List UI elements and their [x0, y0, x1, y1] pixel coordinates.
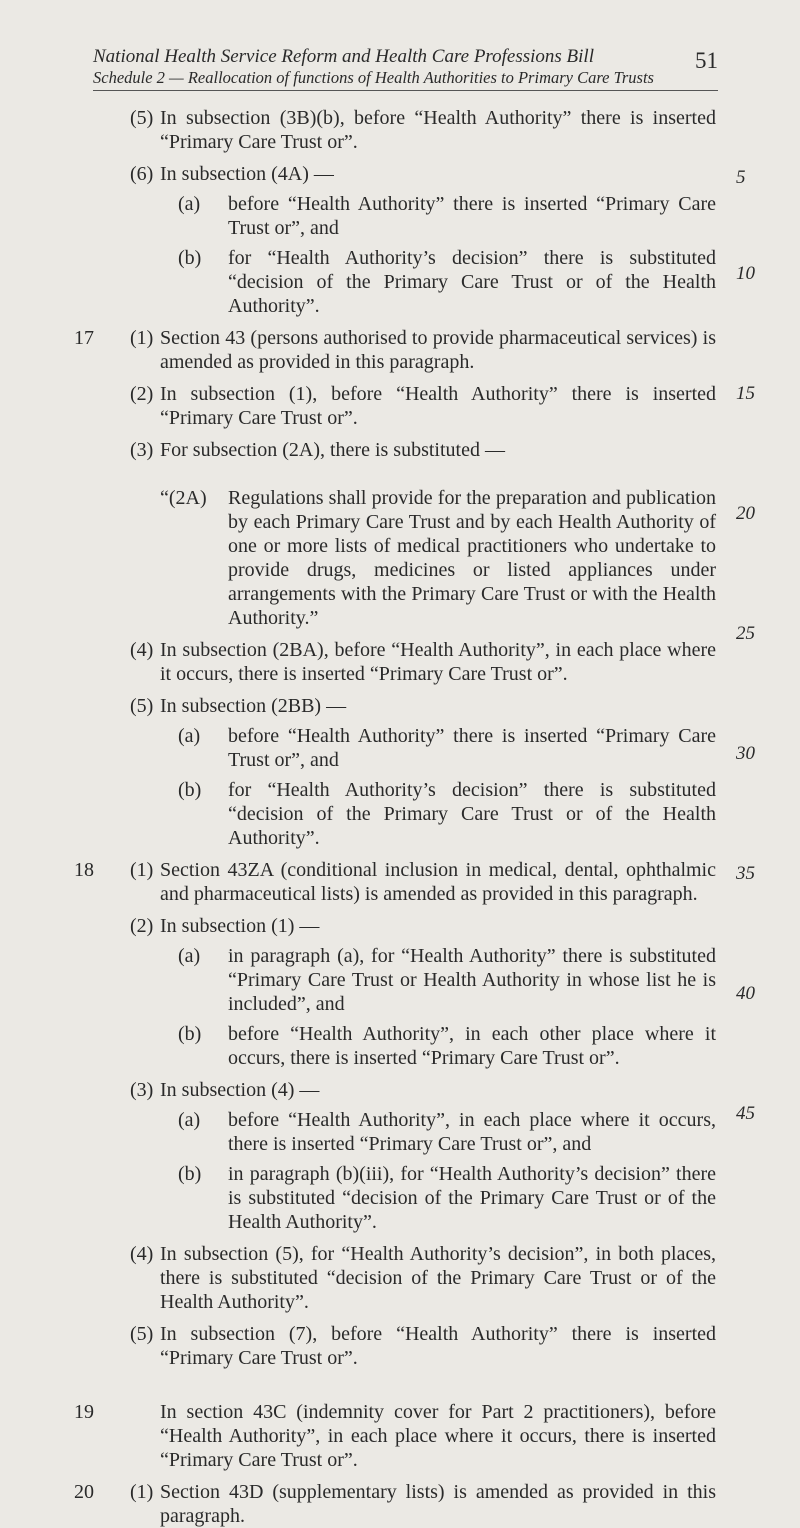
subsection-text: In subsection (2BA), before “Health Authority”, in each place where it occurs, there is inserted “Primary Care Trust or”. [160, 639, 716, 685]
quoted-subsection-text: Regulations shall provide for the preparation and publication by each Primary Care Trust and by each Health Authority of one or more lists of medical practitioners who undertake to provide drugs, medicines or listed appliances under arrangements with the Primary Care Trust or with the Health Authority.” [228, 487, 716, 629]
subsection-number: (2) [130, 383, 154, 405]
subsection-number: (3) [130, 439, 154, 461]
section-20-subsection-1 [0, 1480, 800, 1528]
subsection-number: (5) [130, 695, 154, 717]
section-18-subsection-5 [0, 1322, 800, 1370]
paragraph-text: before “Health Authority” there is inserted “Primary Care Trust or”, and [228, 725, 716, 771]
paragraph-text: before “Health Authority”, in each place where it occurs, there is inserted “Primary Care Trust or”, and [228, 1109, 716, 1155]
paragraph-a [0, 724, 800, 772]
line-number: 45 [736, 1103, 755, 1124]
header-rule [93, 90, 718, 91]
paragraph-label: (a) [178, 945, 201, 967]
section-17-subsection-1 [0, 326, 800, 374]
subsection-text: In subsection (2BB) — [160, 695, 347, 717]
line-number: 10 [736, 263, 755, 284]
paragraph-text: before “Health Authority” there is inserted “Primary Care Trust or”, and [228, 193, 716, 239]
page-number: 51 [695, 48, 718, 73]
paragraph-label: (b) [178, 1023, 202, 1045]
section-17-subsection-3 [0, 438, 800, 462]
paragraph-a [0, 944, 800, 1016]
line-number: 30 [736, 743, 755, 764]
line-number: 20 [736, 503, 755, 524]
quoted-subsection-label: “(2A) [160, 487, 207, 509]
subsection-text: In subsection (5), for “Health Authority’s decision”, in both places, there is substituted “decision of the Primary Care Trust or of the Health Authority”. [160, 1243, 716, 1313]
section-number: 18 [74, 859, 94, 881]
subsection-text: In subsection (1) — [160, 915, 320, 937]
subsection-3-5 [0, 106, 800, 154]
subsection-text: For subsection (2A), there is substituted — [160, 439, 505, 461]
paragraph-label: (b) [178, 779, 202, 801]
section-text: In section 43C (indemnity cover for Part 2 practitioners), before “Health Authority”, in each place where it occurs, there is inserted “Primary Care Trust or”. [160, 1401, 716, 1471]
paragraph-b [0, 778, 800, 850]
quoted-subsection-2a [0, 486, 800, 630]
section-18-subsection-2 [0, 914, 800, 938]
section-17-subsection-5 [0, 694, 800, 718]
paragraph-text: in paragraph (b)(iii), for “Health Authority’s decision” there is substituted “decision of the Primary Care Trust or of the Health Authority”. [228, 1163, 716, 1233]
paragraph-b [0, 1162, 800, 1234]
line-number: 35 [736, 863, 755, 884]
subsection-3-6 [0, 162, 800, 186]
subsection-number: (4) [130, 1243, 154, 1265]
subsection-text: Section 43ZA (conditional inclusion in medical, dental, ophthalmic and pharmaceutical lists) is amended as provided in this paragraph. [160, 859, 716, 905]
paragraph-label: (b) [178, 247, 202, 269]
section-number: 17 [74, 327, 94, 349]
paragraph-a [0, 1108, 800, 1156]
paragraph-text: for “Health Authority’s decision” there is substituted “decision of the Primary Care Trust or of the Health Authority”. [228, 779, 716, 849]
subsection-number: (6) [130, 163, 154, 185]
bill-title: National Health Service Reform and Health Care Professions Bill [93, 46, 594, 67]
line-number: 5 [736, 167, 746, 188]
section-18-subsection-1 [0, 858, 800, 906]
section-18-subsection-3 [0, 1078, 800, 1102]
subsection-text: In subsection (1), before “Health Authority” there is inserted “Primary Care Trust or”. [160, 383, 716, 429]
subsection-text: Section 43 (persons authorised to provide pharmaceutical services) is amended as provided in this paragraph. [160, 327, 716, 373]
section-17-subsection-4 [0, 638, 800, 686]
paragraph-label: (a) [178, 725, 201, 747]
paragraph-text: for “Health Authority’s decision” there is substituted “decision of the Primary Care Trust or of the Health Authority”. [228, 247, 716, 317]
paragraph-text: before “Health Authority”, in each other place where it occurs, there is inserted “Primary Care Trust or”. [228, 1023, 716, 1069]
subsection-text: Section 43D (supplementary lists) is amended as provided in this paragraph. [160, 1481, 716, 1527]
line-number: 40 [736, 983, 755, 1004]
paragraph-b [0, 246, 800, 318]
subsection-text: In subsection (7), before “Health Authority” there is inserted “Primary Care Trust or”. [160, 1323, 716, 1369]
document-body [0, 93, 800, 1528]
section-number: 20 [74, 1481, 94, 1503]
paragraph-a [0, 192, 800, 240]
subsection-text: In subsection (4) — [160, 1079, 320, 1101]
paragraph-b [0, 1022, 800, 1070]
paragraph-label: (a) [178, 193, 201, 215]
subsection-text: In subsection (3B)(b), before “Health Authority” there is inserted “Primary Care Trust or”. [160, 107, 716, 153]
subsection-number: (3) [130, 1079, 154, 1101]
subsection-number: (1) [130, 1481, 154, 1503]
subsection-text: In subsection (4A) — [160, 163, 334, 185]
running-header [93, 46, 718, 88]
subsection-number: (1) [130, 327, 154, 349]
schedule-subtitle: Schedule 2 — Reallocation of functions of Health Authorities to Primary Care Trusts [93, 68, 654, 87]
section-number: 19 [74, 1401, 94, 1423]
section-18-subsection-4 [0, 1242, 800, 1314]
paragraph-label: (a) [178, 1109, 201, 1131]
subsection-number: (4) [130, 639, 154, 661]
subsection-number: (5) [130, 1323, 154, 1345]
section-19 [0, 1400, 800, 1472]
subsection-number: (5) [130, 107, 154, 129]
line-number: 15 [736, 383, 755, 404]
paragraph-text: in paragraph (a), for “Health Authority” there is substituted “Primary Care Trust or Health Authority in whose list he is included”, and [228, 945, 716, 1015]
subsection-number: (1) [130, 859, 154, 881]
subsection-number: (2) [130, 915, 154, 937]
paragraph-label: (b) [178, 1163, 202, 1185]
line-number: 25 [736, 623, 755, 644]
section-17-subsection-2 [0, 382, 800, 430]
